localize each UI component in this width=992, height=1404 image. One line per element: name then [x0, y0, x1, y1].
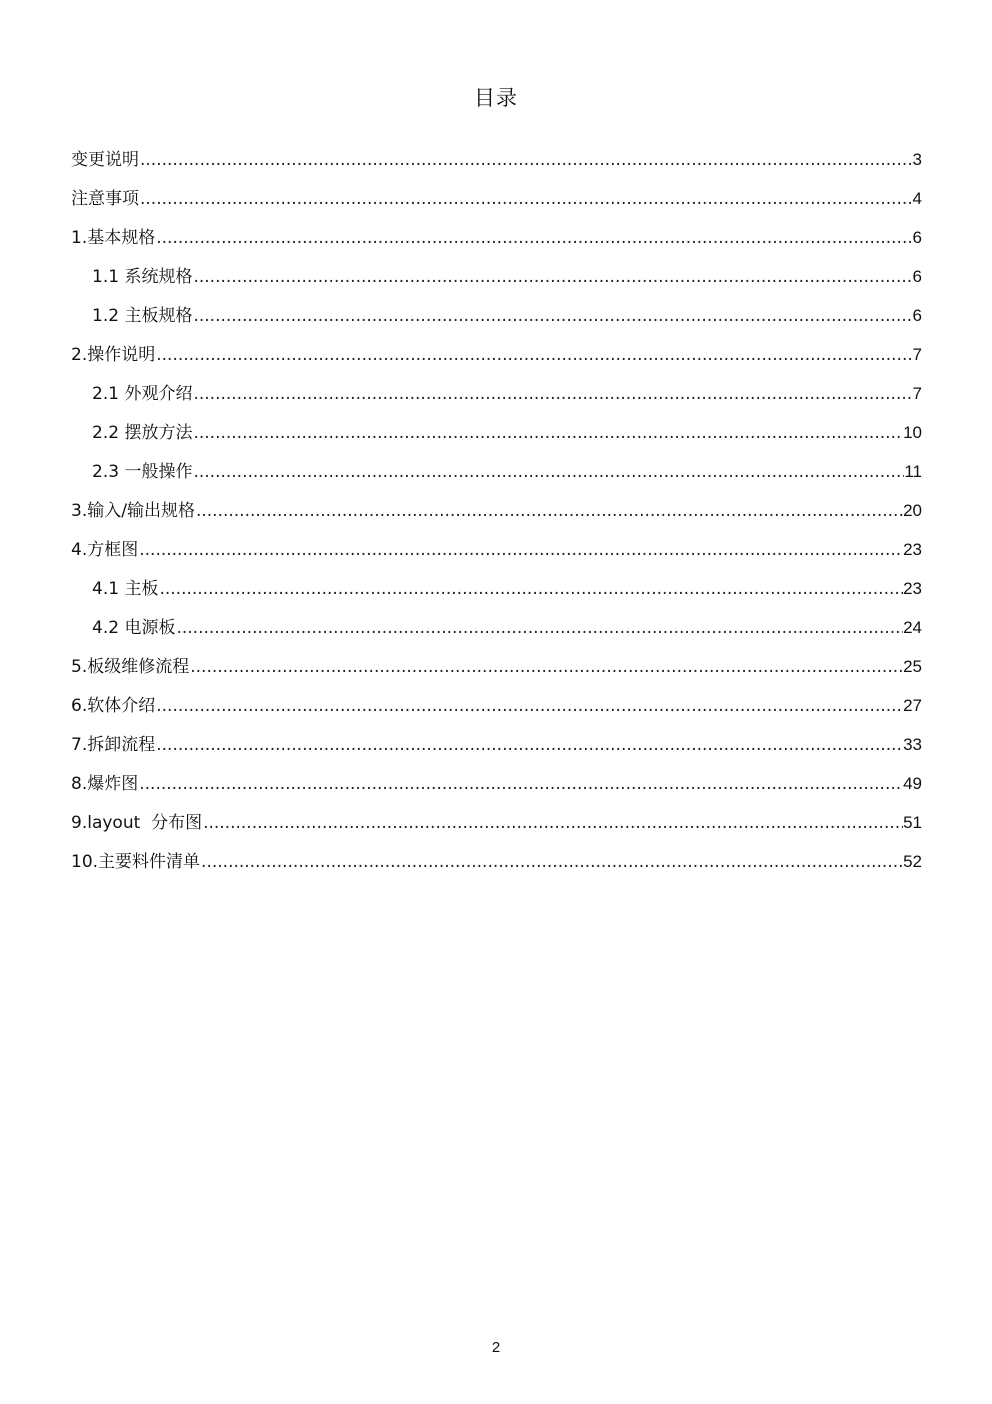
toc-entry-label: 1.1 系统规格 [92, 266, 193, 287]
toc-entry[interactable] [71, 140, 922, 179]
toc-entry[interactable] [71, 218, 922, 257]
toc-entry-page: 10 [903, 422, 922, 442]
toc-entry[interactable] [71, 530, 922, 569]
toc-dot-leader [138, 771, 903, 797]
toc-entry[interactable] [71, 764, 922, 803]
toc-entry-page: 52 [903, 851, 922, 871]
toc-entry-page: 6 [912, 227, 922, 247]
table-of-contents [71, 140, 922, 881]
toc-dot-leader [139, 186, 913, 212]
toc-entry[interactable] [71, 725, 922, 764]
toc-dot-leader [158, 576, 903, 602]
toc-dot-leader [155, 732, 903, 758]
toc-dot-leader [192, 459, 904, 485]
toc-subentry[interactable] [71, 257, 922, 296]
toc-subentry[interactable] [71, 413, 922, 452]
toc-entry-label: 2.操作说明 [71, 344, 156, 365]
toc-entry-page: 23 [903, 539, 922, 559]
toc-entry-page: 27 [903, 695, 922, 715]
toc-entry-label: 1.2 主板规格 [92, 305, 193, 326]
toc-entry-page: 20 [903, 500, 922, 520]
toc-dot-leader [155, 693, 903, 719]
toc-entry-label: 7.拆卸流程 [71, 734, 156, 755]
toc-entry[interactable] [71, 179, 922, 218]
toc-entry-label: 变更说明 [71, 149, 139, 170]
toc-subentry[interactable] [71, 569, 922, 608]
toc-dot-leader [139, 147, 913, 173]
toc-dot-leader [192, 264, 912, 290]
toc-entry-label: 10.主要料件清单 [71, 851, 201, 872]
toc-entry-label: 注意事项 [71, 188, 139, 209]
toc-entry-label: 2.1 外观介绍 [92, 383, 193, 404]
toc-entry-label: 3.输入/输出规格 [71, 500, 195, 521]
toc-entry-page: 11 [904, 461, 922, 481]
toc-subentry[interactable] [71, 608, 922, 647]
toc-entry-page: 7 [912, 383, 922, 403]
toc-entry[interactable] [71, 491, 922, 530]
toc-entry-label: 4.2 电源板 [92, 617, 176, 638]
toc-entry-page: 4 [912, 188, 922, 208]
toc-dot-leader [192, 420, 903, 446]
toc-entry-page: 24 [903, 617, 922, 637]
toc-dot-leader [175, 615, 903, 641]
toc-subentry[interactable] [71, 296, 922, 335]
toc-dot-leader [138, 537, 903, 563]
toc-entry[interactable] [71, 803, 922, 842]
toc-dot-leader [192, 381, 912, 407]
toc-entry-label: 4.方框图 [71, 539, 139, 560]
document-title: 目录 [474, 86, 518, 110]
toc-subentry[interactable] [71, 452, 922, 491]
toc-dot-leader [155, 342, 912, 368]
toc-entry-label: 2.2 摆放方法 [92, 422, 193, 443]
toc-entry-page: 33 [903, 734, 922, 754]
toc-entry-label: 1.基本规格 [71, 227, 156, 248]
toc-entry-page: 49 [903, 773, 922, 793]
toc-entry-label: 2.3 一般操作 [92, 461, 193, 482]
toc-entry-page: 7 [912, 344, 922, 364]
toc-entry-page: 3 [912, 149, 922, 169]
toc-entry-label: 6.软体介绍 [71, 695, 156, 716]
toc-entry-label: 9.layout 分布图 [71, 812, 203, 833]
toc-entry-page: 51 [903, 812, 922, 832]
toc-dot-leader [202, 810, 903, 836]
toc-dot-leader [192, 303, 912, 329]
toc-dot-leader [189, 654, 903, 680]
toc-entry[interactable] [71, 647, 922, 686]
toc-subentry[interactable] [71, 374, 922, 413]
toc-dot-leader [200, 849, 903, 875]
toc-entry[interactable] [71, 335, 922, 374]
toc-entry[interactable] [71, 842, 922, 881]
toc-entry-label: 4.1 主板 [92, 578, 159, 599]
toc-entry-label: 8.爆炸图 [71, 773, 139, 794]
toc-entry-page: 25 [903, 656, 922, 676]
toc-entry-page: 23 [903, 578, 922, 598]
toc-dot-leader [155, 225, 912, 251]
toc-entry[interactable] [71, 686, 922, 725]
toc-entry-page: 6 [912, 266, 922, 286]
toc-dot-leader [195, 498, 903, 524]
toc-entry-label: 5.板级维修流程 [71, 656, 190, 677]
toc-entry-page: 6 [912, 305, 922, 325]
page-number: 2 [491, 1339, 501, 1356]
